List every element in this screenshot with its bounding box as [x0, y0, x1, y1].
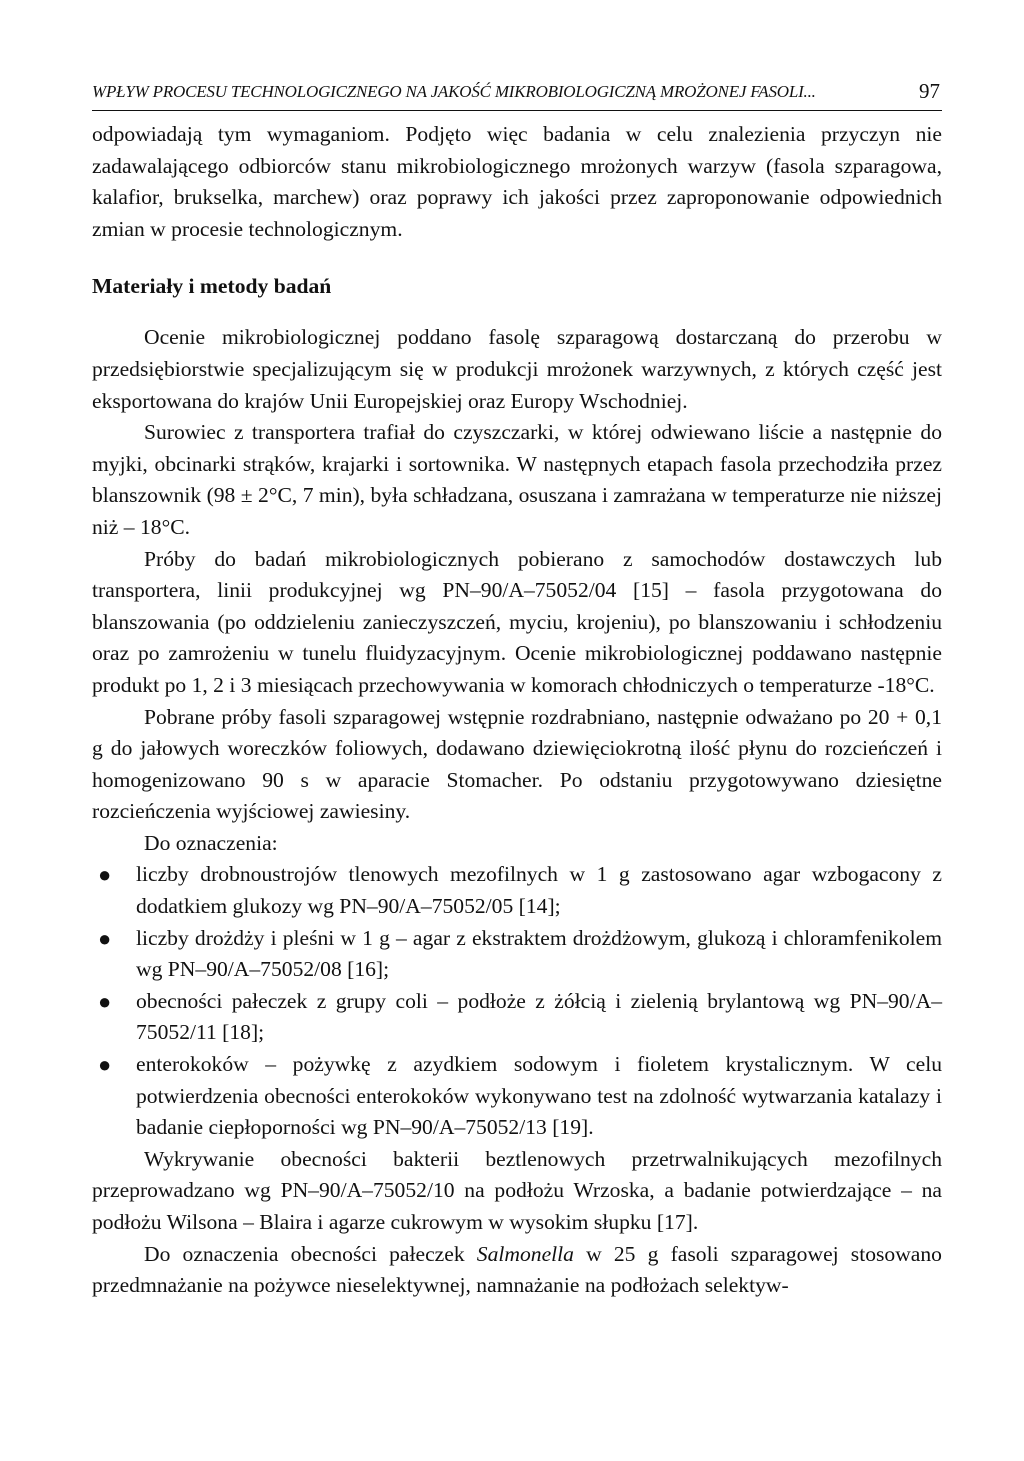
list-item	[92, 1049, 942, 1144]
running-header	[92, 79, 942, 111]
running-title: WPŁYW PROCESU TECHNOLOGICZNEGO NA JAKOŚĆ MIKROBIOLOGICZNĄ MROŻONEJ FASOLI...	[92, 82, 816, 101]
list-item	[92, 986, 942, 1049]
page-number: 97	[919, 79, 940, 103]
list-item-text: enterokoków – pożywkę z azydkiem sodowym i fioletem krystalicznym. W celu potwierdzenia obecności enterokoków wykonywano test na zdolność wytwarzania katalazy i badanie ciepłoporności wg PN–90/A–75052/13 [19].	[136, 1052, 942, 1140]
list-item-text: obecności pałeczek z grupy coli – podłoże z żółcią i zielenią brylantową wg PN–90/A–75052/11 [18];	[136, 988, 942, 1045]
last-paragraph-end: w 25 g fasoli szparagowej stosowano przedmnażanie na pożywce nieselektywnej, namnażanie na podłożach selektyw-	[92, 1241, 942, 1298]
paragraph: Próby do badań mikrobiologicznych pobierano z samochodów dostawczych lub transportera, linii produkcyjnej wg PN–90/A–75052/04 [15] – fasola przygotowana do blanszowania (po oddzieleniu zanieczyszczeń, myciu, krojeniu), po blanszowaniu i schłodzeniu oraz po zamrożeniu w tunelu fluidyzacyjnym. Ocenie mikrobiologicznej poddawano następnie produkt po 1, 2 i 3 miesiącach przechowywania w komorach chłodniczych o temperaturze -18°C.	[92, 546, 942, 697]
paragraph: Do oznaczenia:	[144, 830, 278, 855]
bullet-icon: ●	[98, 925, 112, 951]
paragraph: Pobrane próby fasoli szparagowej wstępnie rozdrabniano, następnie odważano po 20 + 0,1 g do jałowych woreczków foliowych, dodawano dziewięciokrotną ilość płynu do rozcieńczeń i homogenizowano 90 s w aparacie Stomacher. Po odstaniu przygotowywano dziesiętne rozcieńczenia wyjściowej zawiesiny.	[92, 704, 942, 824]
bullet-icon: ●	[98, 862, 112, 888]
list-item-text: liczby drobnoustrojów tlenowych mezofilnych w 1 g zastosowano agar wzbogacony z dodatkiem glukozy wg PN–90/A–75052/05 [14];	[136, 862, 942, 919]
paragraph: Surowiec z transportera trafiał do czyszczarki, w której odwiewano liście a następnie do myjki, obcinarki strąków, krajarki i sortownika. W następnych etapach fasola przechodziła przez blanszownik (98 ± 2°C, 7 min), była schładzana, osuszana i zamrażana w temperaturze nie niższej niż – 18°C.	[92, 420, 942, 539]
section-heading: Materiały i metody badań	[92, 274, 332, 299]
article-body	[92, 119, 942, 1302]
intro-paragraph: odpowiadają tym wymaganiom. Podjęto więc badania w celu znalezienia przyczyn nie zadawalającego odbiorców stanu mikrobiologicznego mrożonych warzyw (fasola szparagowa, kalafior, brukselka, marchew) oraz poprawy ich jakości przez zaproponowanie odpowiednich zmian w procesie technologicznym.	[92, 122, 942, 241]
bullet-list	[92, 859, 942, 1143]
bullet-icon: ●	[98, 1052, 112, 1078]
last-paragraph	[92, 1239, 942, 1302]
list-item	[92, 923, 942, 986]
paragraph: Ocenie mikrobiologicznej poddano fasolę szparagową dostarczaną do przerobu w przedsiębiorstwie specjalizującym się w produkcji mrożonek warzywnych, z których część jest eksportowana do krajów Unii Europejskiej oraz Europy Wschodniej.	[92, 325, 942, 413]
last-paragraph-start: Do oznaczenia obecności pałeczek	[144, 1241, 477, 1266]
list-item-text: liczby drożdży i pleśni w 1 g – agar z ekstraktem drożdżowym, glukozą i chloramfenikolem wg PN–90/A–75052/08 [16];	[136, 925, 942, 982]
list-item	[92, 859, 942, 922]
organism-name: Salmonella	[476, 1241, 574, 1266]
paragraph: Wykrywanie obecności bakterii beztlenowych przetrwalnikujących mezofilnych przeprowadzano wg PN–90/A–75052/10 na podłożu Wrzoska, a badanie potwierdzające – na podłożu Wilsona – Blaira i agarze cukrowym w wysokim słupku [17].	[92, 1146, 942, 1234]
bullet-icon: ●	[98, 988, 112, 1014]
